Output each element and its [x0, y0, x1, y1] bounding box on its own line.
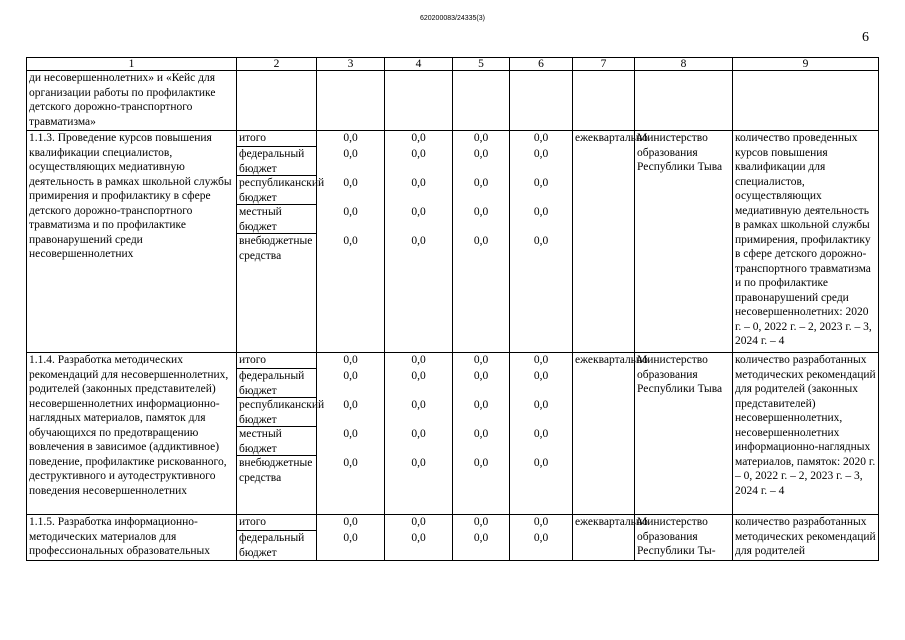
funding-value: 0,0 [343, 399, 358, 411]
col-header: 5 [453, 58, 510, 71]
funding-values [385, 131, 453, 353]
funding-value: 0,0 [533, 399, 549, 411]
col-header: 7 [573, 58, 635, 71]
funding-value: 0,0 [411, 235, 426, 247]
funding-value: 0,0 [411, 532, 426, 544]
expected-result: количество проведенных курсов повышения квалификации для специалистов, осуществляющих медиативную деятельность в рамках школьной службы примирения, профилактику в сфере детского дорожно-транспортного травматизма и по профилактике правонарушений среди несовершеннолетних: 2020 г. – 0, 2022 г. – 2, 2023 г. – 3, 2024 г. – 4 [733, 131, 879, 353]
funding-value: 0,0 [343, 354, 358, 366]
funding-value: 0,0 [473, 148, 489, 160]
funding-values [510, 515, 573, 561]
funding-value: 0,0 [473, 235, 489, 247]
funding-sources [237, 131, 325, 353]
funding-value: 0,0 [533, 457, 549, 469]
funding-values [317, 353, 385, 515]
header-row [27, 58, 879, 71]
funding-value: 0,0 [343, 177, 358, 189]
funding-value: 0,0 [533, 532, 549, 544]
expected-result: количество разработанных методических рекомендаций для родителей (законных представителей) несовершеннолетних, несовершеннолетних информационно-наглядных материалов, памяток: 2020 г. – 0, 2022 г. – 2, 2023 г. – 3, 2024 г. – 4 [733, 353, 879, 515]
col-header: 2 [237, 58, 317, 71]
continuation-text: ди несовершеннолетних» и «Кейс для организации работы по профилактике детского дорожно-транспортного травматизма» [27, 71, 237, 131]
funding-value: 0,0 [343, 235, 358, 247]
funding-value: 0,0 [411, 177, 426, 189]
page-number: 6 [862, 30, 869, 45]
funding-source-label: республиканский бюджет [239, 399, 325, 426]
funding-value: 0,0 [473, 399, 489, 411]
funding-value: 0,0 [411, 370, 426, 382]
funding-value: 0,0 [343, 428, 358, 440]
document-code: 620200083/24335(3) [419, 15, 485, 22]
funding-value: 0,0 [411, 516, 426, 528]
col-header: 1 [27, 58, 237, 71]
activity-title: 1.1.4. Разработка методических рекомендаций для несовершеннолетних, родителей (законных представителей) несовершеннолетних информационно-наглядных материалов, памяток для обучающихся по предотвращению вовлечения в зависимое (аддиктивное) поведение, профилактике рискованного, деструктивного и аутодеструктивного поведения несовершеннолетних [27, 353, 237, 515]
col-header: 9 [733, 58, 879, 71]
activity-title: 1.1.5. Разработка информационно-методических материалов для профессиональных образовательных [27, 515, 237, 561]
funding-sources [237, 515, 317, 561]
funding-source-label: внебюджетные средства [239, 457, 313, 484]
funding-value: 0,0 [533, 235, 549, 247]
funding-source-label: местный бюджет [237, 205, 316, 234]
funding-value: 0,0 [343, 206, 358, 218]
funding-value: 0,0 [343, 370, 358, 382]
funding-values [510, 131, 573, 353]
funding-source-label: итого [237, 515, 316, 531]
funding-value: 0,0 [473, 206, 489, 218]
period: ежеквартально [573, 353, 635, 515]
funding-source-label: местный бюджет [237, 427, 316, 456]
continuation-row [27, 71, 879, 131]
funding-value: 0,0 [411, 399, 426, 411]
funding-values [317, 515, 385, 561]
executor: Министерство образования Республики Тыва [635, 353, 733, 515]
col-header: 8 [635, 58, 733, 71]
funding-value: 0,0 [343, 516, 358, 528]
funding-values [453, 131, 510, 353]
executor: Министерство образования Республики Тыва [635, 131, 733, 353]
funding-value: 0,0 [533, 354, 549, 366]
funding-source-label: федеральный бюджет [237, 369, 316, 398]
funding-value: 0,0 [343, 457, 358, 469]
table-row [27, 353, 879, 515]
funding-value: 0,0 [473, 370, 489, 382]
funding-value: 0,0 [411, 457, 426, 469]
funding-value: 0,0 [533, 370, 549, 382]
funding-value: 0,0 [473, 132, 489, 144]
funding-value: 0,0 [533, 206, 549, 218]
funding-value: 0,0 [411, 354, 426, 366]
funding-value: 0,0 [473, 428, 489, 440]
funding-value: 0,0 [343, 148, 358, 160]
activity-title: 1.1.3. Проведение курсов повышения квалификации специалистов, осуществляющих медиативную деятельность в рамках школьной службы примирения и профилактику в сфере детского дорожно-транспортного травматизма и по профилактике правонарушений среди несовершеннолетних [27, 131, 237, 353]
funding-source-label: итого [237, 353, 316, 369]
funding-value: 0,0 [473, 516, 489, 528]
funding-value: 0,0 [411, 428, 426, 440]
funding-value: 0,0 [343, 532, 358, 544]
funding-values [385, 515, 453, 561]
col-header: 3 [317, 58, 385, 71]
funding-source-label: итого [237, 131, 316, 147]
funding-value: 0,0 [533, 132, 549, 144]
program-table [26, 57, 879, 561]
col-header: 4 [385, 58, 453, 71]
funding-values [385, 353, 453, 515]
funding-source-label: республиканский бюджет [239, 177, 325, 204]
funding-source-label: федеральный бюджет [237, 147, 316, 176]
period: ежеквартально [573, 515, 635, 561]
table-row [27, 515, 879, 561]
funding-value: 0,0 [533, 428, 549, 440]
funding-values [510, 353, 573, 515]
period: ежеквартально [573, 131, 635, 353]
funding-value: 0,0 [343, 132, 358, 144]
funding-value: 0,0 [411, 148, 426, 160]
table-row [27, 131, 879, 353]
funding-value: 0,0 [473, 532, 489, 544]
funding-value: 0,0 [473, 177, 489, 189]
funding-value: 0,0 [533, 516, 549, 528]
funding-source-label: внебюджетные средства [239, 235, 313, 262]
funding-values [453, 515, 510, 561]
expected-result: количество разработанных методических рекомендаций для родителей [733, 515, 879, 561]
col-header: 6 [510, 58, 573, 71]
funding-value: 0,0 [473, 354, 489, 366]
funding-value: 0,0 [533, 177, 549, 189]
funding-sources [237, 353, 325, 515]
executor: Министерство образования Республики Ты- [635, 515, 733, 561]
funding-value: 0,0 [473, 457, 489, 469]
funding-value: 0,0 [411, 132, 426, 144]
funding-source-label: федеральный бюджет [239, 532, 305, 559]
funding-value: 0,0 [411, 206, 426, 218]
funding-value: 0,0 [533, 148, 549, 160]
funding-values [453, 353, 510, 515]
funding-values [317, 131, 385, 353]
